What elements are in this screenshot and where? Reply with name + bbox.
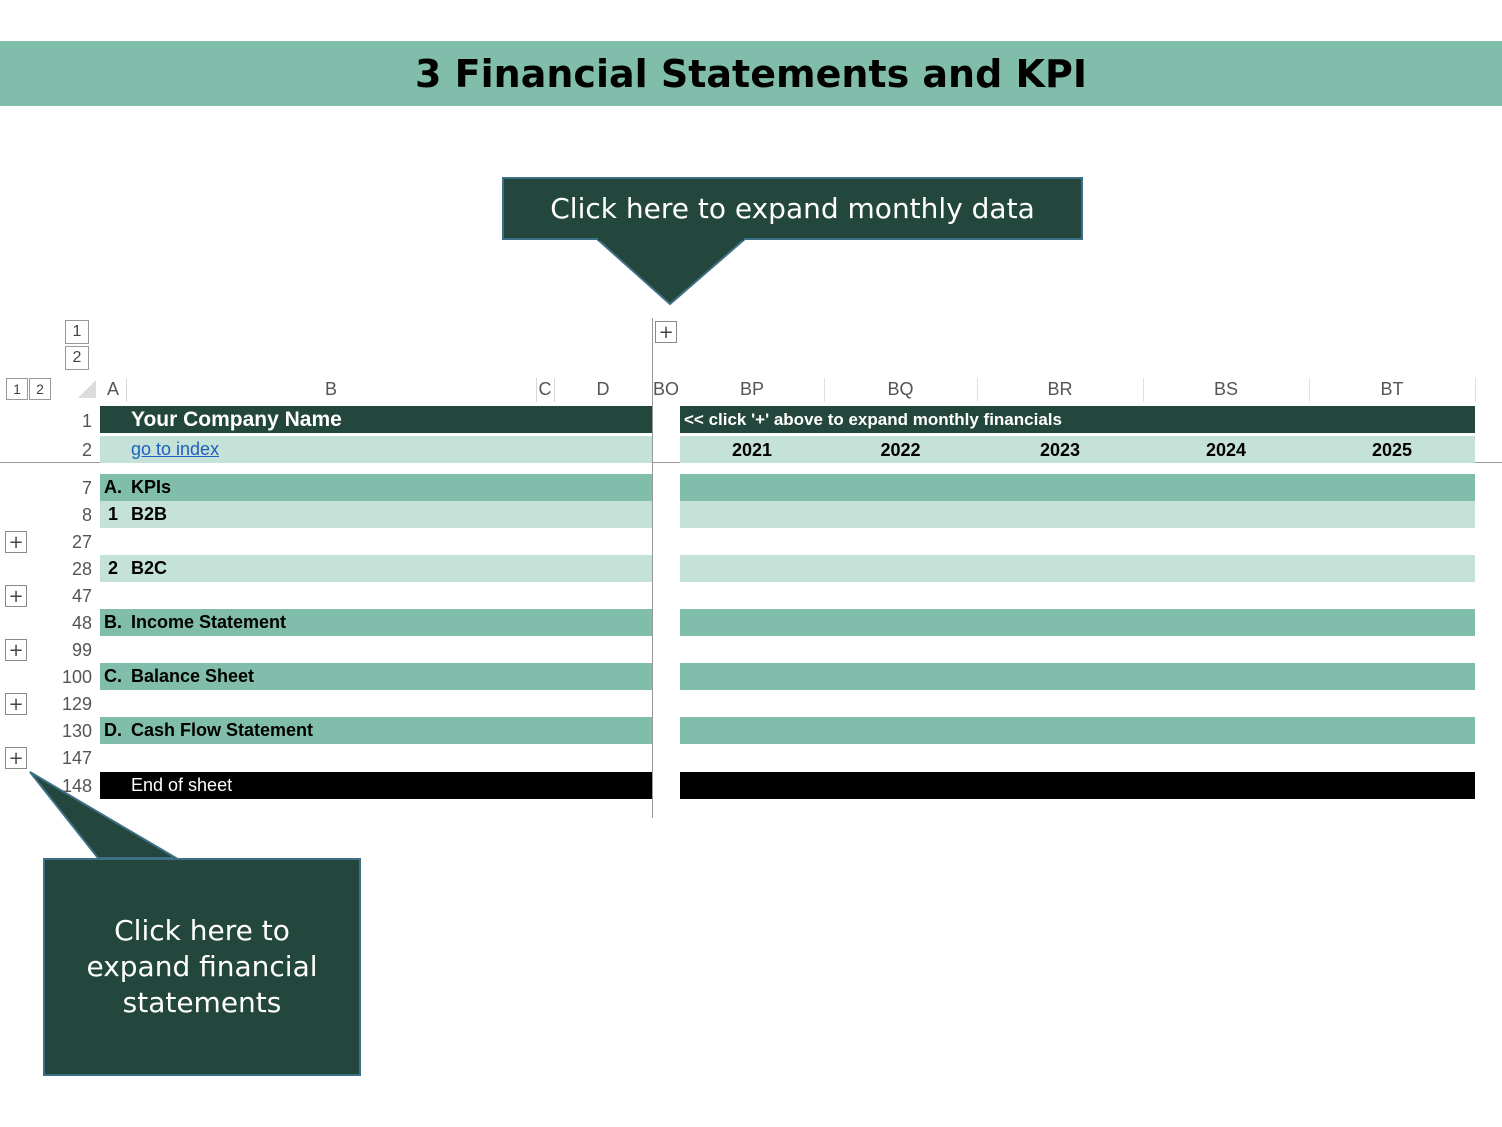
col-divider [1309,378,1310,402]
callout-expand-statements [43,858,361,1076]
row-number[interactable]: 129 [61,694,92,714]
expand-b2b-plus-icon[interactable]: + [5,531,27,553]
row-number[interactable]: 8 [81,505,92,525]
year-2023[interactable]: 2023 [1039,440,1081,460]
year-2021[interactable]: 2021 [731,440,773,460]
col-header-b[interactable]: B [324,379,337,399]
subsection-b2c[interactable]: B2C [131,558,168,578]
company-name-cell[interactable]: Your Company Name [131,407,342,431]
callout-expand-monthly-text: Click here to expand monthly data [550,192,1035,225]
section-band-balance-right [680,663,1475,690]
expand-cashflow-plus-icon[interactable]: + [5,747,27,769]
col-header-a[interactable]: A [106,379,119,399]
col-outline-level-1[interactable]: 1 [65,320,89,344]
frozen-pane-divider [652,318,653,818]
end-of-sheet-cell[interactable]: End of sheet [131,775,233,795]
section-prefix[interactable]: C. [104,666,122,686]
col-header-c[interactable]: C [538,379,552,399]
section-balance-sheet[interactable]: Balance Sheet [131,666,255,686]
col-divider [126,378,127,402]
col-divider [536,378,537,402]
section-prefix[interactable]: A. [104,477,122,497]
section-band-cashflow-right [680,717,1475,744]
section-prefix[interactable]: D. [104,720,122,740]
end-of-sheet-band-right [680,772,1475,799]
col-header-br[interactable]: BR [1047,379,1073,399]
year-2024[interactable]: 2024 [1205,440,1247,460]
section-band-kpis [100,474,652,501]
col-divider [554,378,555,402]
col-header-bo[interactable]: BO [652,379,679,399]
callout-top-pointer [596,238,748,308]
subsection-b2b[interactable]: B2B [131,504,168,524]
year-2025[interactable]: 2025 [1371,440,1413,460]
col-header-bs[interactable]: BS [1213,379,1238,399]
col-outline-level-2[interactable]: 2 [65,346,89,370]
callout-expand-monthly [502,177,1083,240]
section-cash-flow-statement[interactable]: Cash Flow Statement [131,720,314,740]
section-band-kpis-right [680,474,1475,501]
expand-note-cell[interactable]: << click '+' above to expand monthly financials [684,409,1062,429]
col-divider [977,378,978,402]
page-title: 3 Financial Statements and KPI [415,51,1087,96]
col-divider [824,378,825,402]
section-prefix[interactable]: B. [104,612,122,632]
row-number[interactable]: 147 [61,748,92,768]
section-kpis[interactable]: KPIs [131,477,172,497]
row-number[interactable]: 47 [71,586,92,606]
expand-columns-plus-icon[interactable]: + [655,321,677,343]
subsection-band-b2b-right [680,501,1475,528]
subsection-prefix[interactable]: 2 [108,558,119,578]
callout-expand-statements-text: Click here to expand financial statements [86,914,318,1019]
subsection-band-b2b [100,501,652,528]
callout-bottom-pointer [28,770,180,862]
col-header-bp[interactable]: BP [739,379,764,399]
row-outline-level-2[interactable]: 2 [29,378,51,400]
col-header-d[interactable]: D [596,379,610,399]
subsection-band-b2c [100,555,652,582]
row-number[interactable]: 27 [71,532,92,552]
row-number[interactable]: 130 [61,721,92,741]
row-number[interactable]: 48 [71,613,92,633]
expand-income-plus-icon[interactable]: + [5,639,27,661]
row-outline-level-1[interactable]: 1 [6,378,28,400]
row-number[interactable]: 2 [81,440,92,460]
section-band-income-right [680,609,1475,636]
subsection-band-b2c-right [680,555,1475,582]
row-number[interactable]: 28 [71,559,92,579]
row-number[interactable]: 148 [61,776,92,796]
expand-b2c-plus-icon[interactable]: + [5,585,27,607]
year-2022[interactable]: 2022 [880,440,921,460]
row-number[interactable]: 100 [61,667,92,687]
expand-balance-plus-icon[interactable]: + [5,693,27,715]
go-to-index-link[interactable]: go to index [131,439,220,459]
col-divider [1475,378,1476,402]
col-header-bt[interactable]: BT [1380,379,1404,399]
col-divider [1143,378,1144,402]
select-all-corner[interactable] [76,378,96,400]
title-banner [0,41,1502,106]
col-header-bq[interactable]: BQ [887,379,914,399]
row-number[interactable]: 7 [81,478,92,498]
row-number[interactable]: 1 [81,411,92,431]
section-income-statement[interactable]: Income Statement [131,612,287,632]
row-number[interactable]: 99 [71,640,92,660]
subsection-prefix[interactable]: 1 [108,504,119,524]
